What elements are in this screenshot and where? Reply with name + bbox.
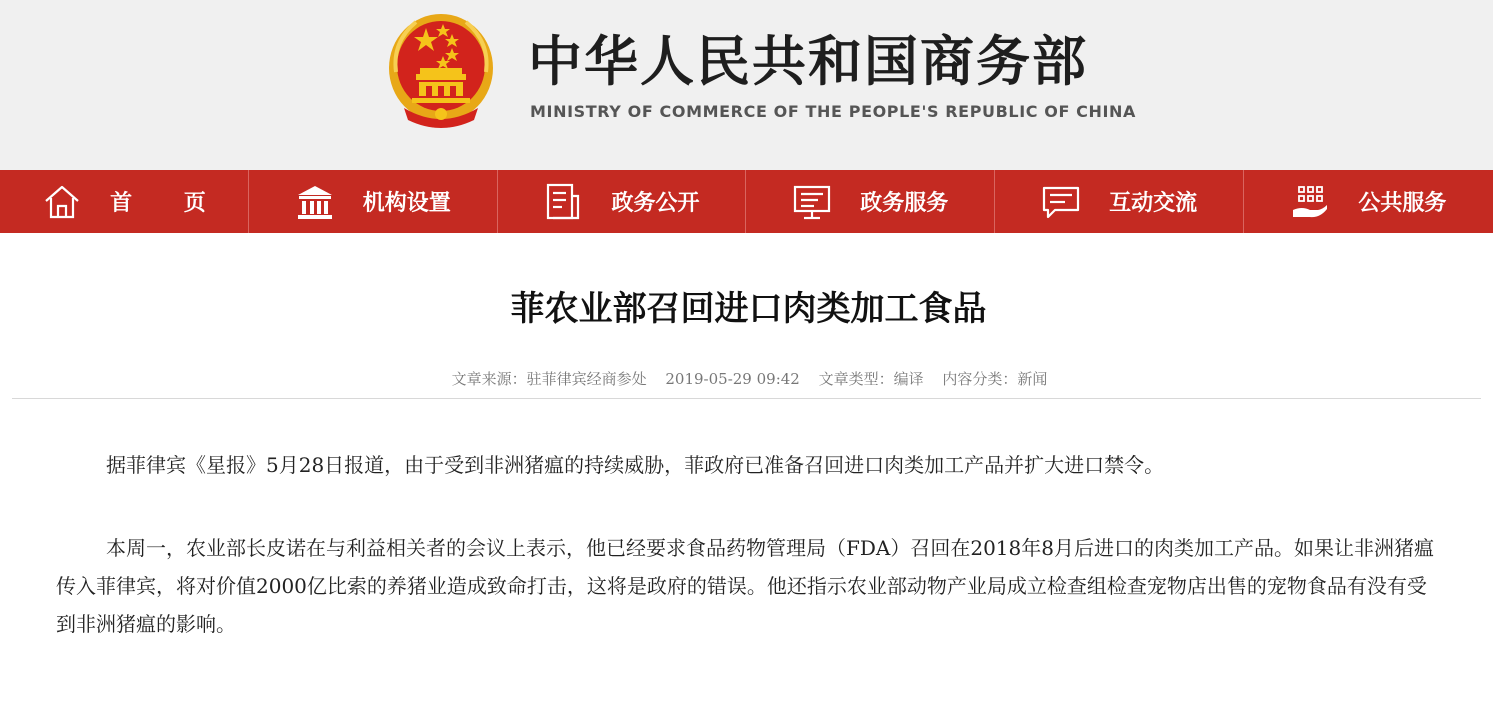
article-body [56, 446, 1436, 688]
main-nav [0, 170, 1493, 233]
article-title: 菲农业部召回进口肉类加工食品 [510, 289, 987, 329]
site-title: 中华人民共和国商务部 [528, 30, 1088, 93]
article-type: 文章类型：编译 [818, 370, 924, 388]
nav-label-organization: 机构设置 [362, 191, 451, 216]
nav-label-interaction: 互动交流 [1109, 191, 1198, 216]
national-emblem-icon[interactable] [386, 12, 496, 130]
nav-item-government-affairs[interactable] [498, 170, 747, 233]
building-icon [295, 182, 335, 222]
article-paragraph: 据菲律宾《星报》5月28日报道，由于受到非洲猪瘟的持续威胁，菲政府已准备召回进口肉类加工产品并扩大进口禁令。 [106, 453, 1165, 477]
home-icon [42, 182, 82, 222]
monitor-icon [792, 182, 832, 222]
nav-label-home: 首 页 [110, 191, 228, 216]
nav-label-government-affairs: 政务公开 [611, 191, 700, 216]
chat-icon [1041, 182, 1081, 222]
nav-label-government-services: 政务服务 [860, 191, 949, 216]
document-icon [543, 182, 583, 222]
nav-item-government-services[interactable] [746, 170, 995, 233]
site-header [0, 0, 1493, 170]
article-datetime: 2019-05-29 09:42 [665, 370, 800, 388]
site-subtitle: MINISTRY OF COMMERCE OF THE PEOPLE'S REPUBLIC OF CHINA [530, 102, 1137, 121]
article-category: 内容分类：新闻 [942, 370, 1048, 388]
nav-label-public-services: 公共服务 [1358, 191, 1447, 216]
hand-service-icon [1290, 182, 1330, 222]
nav-item-public-services[interactable] [1244, 170, 1493, 233]
divider [12, 398, 1481, 399]
nav-item-interaction[interactable] [995, 170, 1244, 233]
article-meta [0, 367, 1493, 391]
nav-item-home[interactable] [0, 170, 249, 233]
article-paragraph: 本周一，农业部长皮诺在与利益相关者的会议上表示，他已经要求食品药物管理局（FDA）召回在2018年8月后进口的肉类加工产品。如果让非洲猪瘟传入菲律宾，将对价值2000亿比索的养猪业造成致命打击，这将是政府的错误。他还指示农业部动物产业局成立检查组检查宠物店出售的宠物食品有没有受到非洲猪瘟的影响。 [56, 536, 1434, 636]
article-source: 文章来源：驻菲律宾经商参处 [451, 370, 647, 388]
nav-item-organization[interactable] [249, 170, 498, 233]
